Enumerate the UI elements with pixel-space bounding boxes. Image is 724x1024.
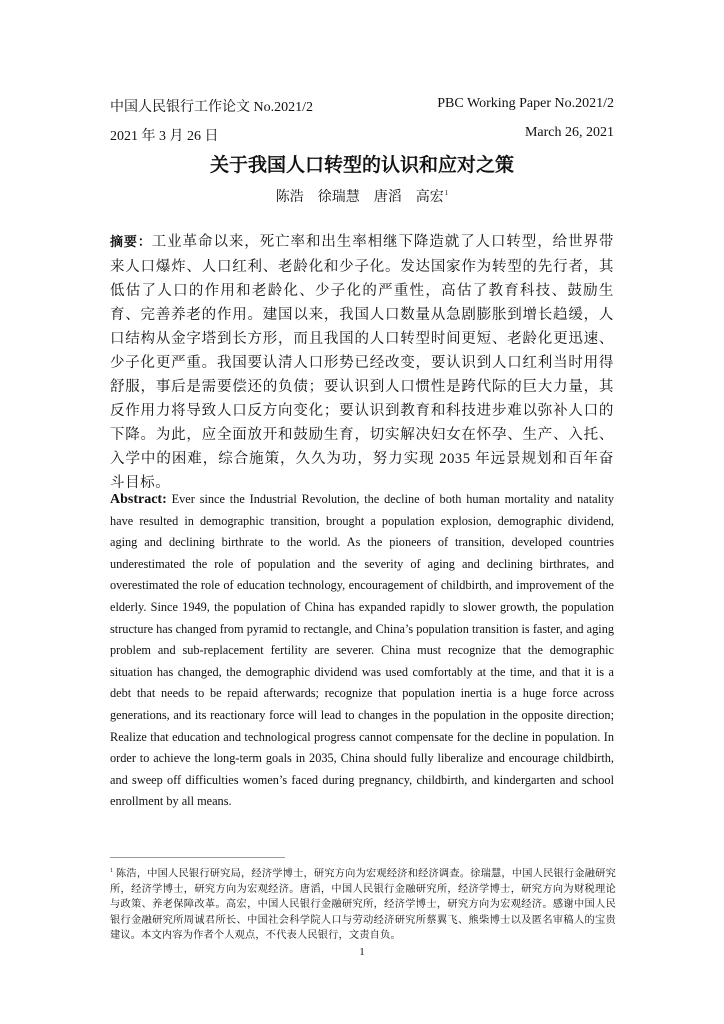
footnote-divider <box>110 857 285 858</box>
header-series-chinese: 中国人民银行工作论文 No.2021/2 <box>110 100 313 115</box>
author-name: 高宏$^1$ <box>415 189 449 205</box>
footnote-text: 陈浩，中国人民银行研究局，经济学博士，研究方向为宏观经济和经济调查。徐瑞慧，中国人民银行金融研究所，经济学博士，研究方向为宏观经济。唐滔，中国人民银行金融研究所，经济学博士，研究方向为财税理论与政策、养老保障改革。高宏，中国人民银行金融研究所，经济学博士，研究方向为宏观经济。感谢中国人民银行金融研究所周诚君所长、中国社会科学院人口与劳动经济研究所蔡翼飞、熊柴博士以及匿名审稿人的宝贵建议。本文内容为作者个人观点，不代表人民银行，文责自负。 <box>110 868 616 942</box>
date-chinese: 2021 年 3 月 26 日 <box>110 129 219 144</box>
page-number: 1 <box>359 946 365 958</box>
abstract-english-label: Abstract: <box>110 492 167 507</box>
author-list <box>0 186 724 206</box>
abstract-english <box>110 489 614 813</box>
abstract-english-text: Ever since the Industrial Revolution, the decline of both human mortality and natality have resulted in demographic transition, brought a population explosion, demographic dividend, aging and declining birthrate to the world. As the pioneers of transition, developed countries underestimated the role of population and the severity of aging and declining birthrates, and overestimated the role of education technology, encouragement of childbirth, and improvement of the elderly. Since 1949, the population of China has expanded rapidly to slower growth, the population structure has changed from pyramid to rectangle, and China’s population transition is faster, and aging problem and sub-replacement fertility are severer. China must recognize that the demographic situation has changed, the demographic dividend was used comfortably at the time, and that it is a debt that needs to be repaid afterwards; recognize that population inertia is a huge force across generations, and its reactionary force will lead to changes in the population in the opposite direction; Realize that education and technological progress cannot compensate for the decline in population. In order to achieve the long-term goals in 2035, China should fully liberalize and encourage childbirth, and sweep off difficulties women’s faced during pregnancy, childbirth, and kindergarten and school enrollment by all means. <box>110 492 615 809</box>
abstract-chinese-label: 摘要： <box>110 235 152 250</box>
author-name: 徐瑞慧 <box>317 190 360 205</box>
abstract-chinese-text: 工业革命以来，死亡率和出生率相继下降造就了人口转型，给世界带来人口爆炸、人口红利、老龄化和少子化。发达国家作为转型的先行者，其低估了人口的作用和老龄化、少子化的严重性，高估了教育科技、鼓励生育、完善养老的作用。建国以来，我国人口数量从急剧膨胀到增长趋缓，人口结构从金字塔到长方形，而且我国的人口转型时间更短、老龄化更迅速、少子化更严重。我国要认清人口形势已经改变，要认识到人口红利当时用得舒服，事后是需要偿还的负债；要认识到人口惯性是跨代际的巨大力量，其反作用力将导致人口反方向变化；要认识到教育和科技进步难以弥补人口的下降。为此，应全面放开和鼓励生育，切实解决妇女在怀孕、生产、入托、入学中的困难，综合施策，久久为功，努力实现 2035 年远景规划和百年奋斗目标。 <box>110 234 614 491</box>
author-name: 陈浩 <box>275 190 304 205</box>
date-english: March 26, 2021 <box>524 125 614 140</box>
footnote-mark: 1 <box>110 868 114 874</box>
footnote <box>110 864 616 944</box>
author-name: 唐滔 <box>373 190 402 205</box>
abstract-chinese <box>110 230 614 495</box>
paper-title: 关于我国人口转型的认识和应对之策 <box>209 154 514 176</box>
header-series-english: PBC Working Paper No.2021/2 <box>437 96 614 111</box>
footnote-marker[interactable]: 1 <box>444 189 449 198</box>
